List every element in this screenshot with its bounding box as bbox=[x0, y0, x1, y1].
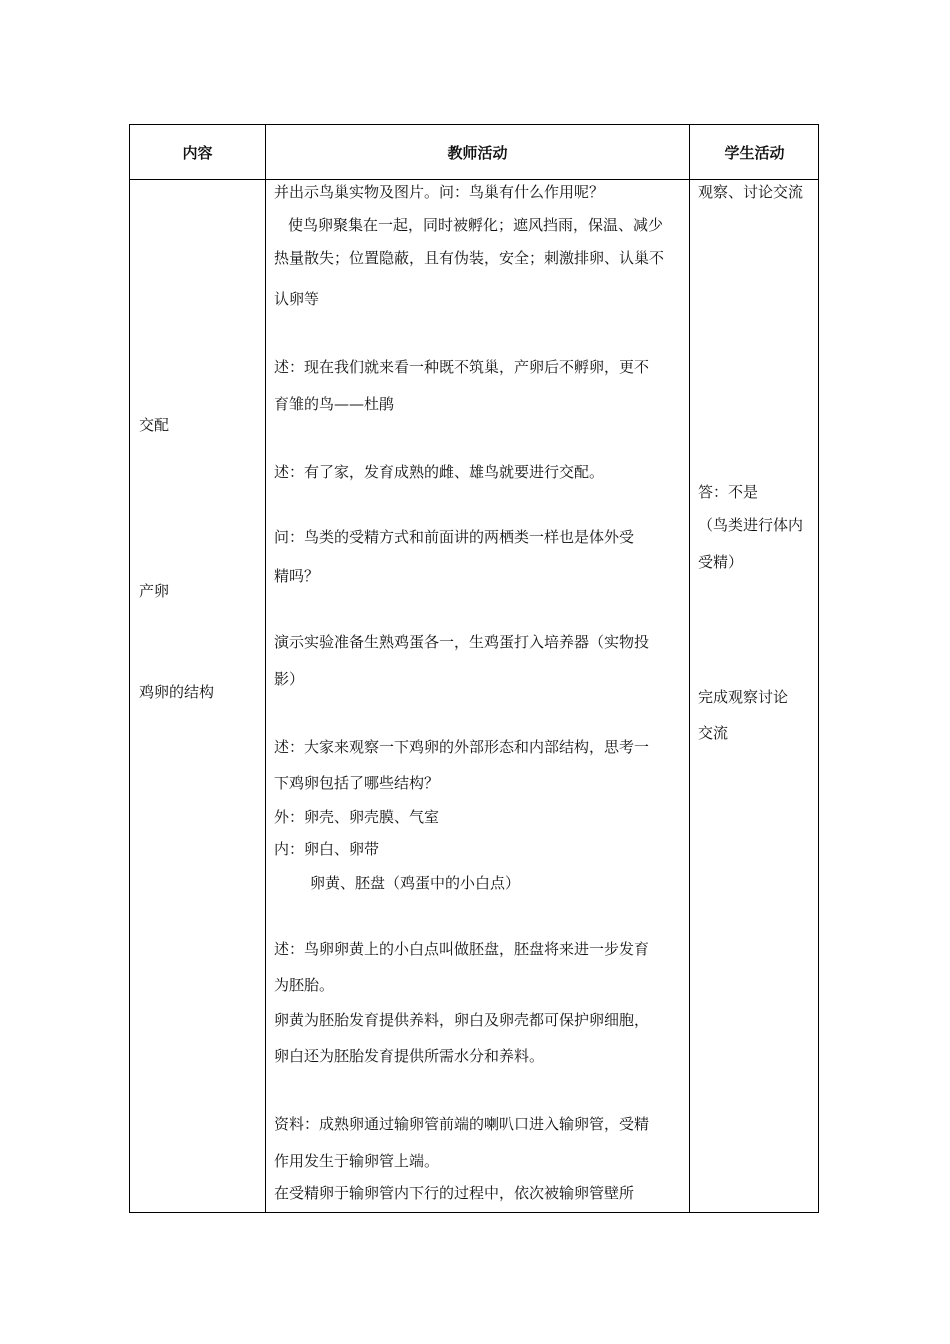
teacher-line: 外：卵壳、卵壳膜、气室 bbox=[274, 808, 440, 826]
column-divider-1 bbox=[265, 125, 266, 1212]
teacher-line: 作用发生于输卵管上端。 bbox=[274, 1152, 440, 1170]
teacher-line: 认卵等 bbox=[274, 290, 320, 308]
teacher-line: 述：现在我们就来看一种既不筑巢，产卵后不孵卵，更不 bbox=[274, 358, 650, 376]
student-line: 答：不是 bbox=[698, 483, 759, 501]
content-item-laying: 产卵 bbox=[139, 582, 170, 600]
header-divider bbox=[130, 179, 818, 180]
content-item-mating: 交配 bbox=[139, 416, 170, 434]
student-line: 交流 bbox=[698, 724, 729, 742]
teacher-line: 述：鸟卵卵黄上的小白点叫做胚盘，胚盘将来进一步发育 bbox=[274, 940, 650, 958]
teacher-line: 卵黄、胚盘（鸡蛋中的小白点） bbox=[310, 874, 521, 892]
teacher-line: 述：有了家，发育成熟的雌、雄鸟就要进行交配。 bbox=[274, 463, 605, 481]
teacher-line: 下鸡卵包括了哪些结构？ bbox=[274, 774, 440, 792]
header-student-activity: 学生活动 bbox=[724, 143, 785, 162]
student-line: 受精） bbox=[698, 553, 744, 571]
teacher-line: 演示实验准备生熟鸡蛋各一，生鸡蛋打入培养器（实物投 bbox=[274, 633, 650, 651]
teacher-line: 在受精卵于输卵管内下行的过程中，依次被输卵管壁所 bbox=[274, 1184, 635, 1202]
teacher-line: 内：卵白、卵带 bbox=[274, 840, 380, 858]
teacher-line: 育雏的鸟——杜鹃 bbox=[274, 395, 395, 413]
teacher-line: 卵白还为胚胎发育提供所需水分和养料。 bbox=[274, 1047, 545, 1065]
header-content: 内容 bbox=[182, 143, 213, 162]
student-line: 观察、讨论交流 bbox=[698, 183, 804, 201]
teacher-line: 为胚胎。 bbox=[274, 976, 335, 994]
column-divider-2 bbox=[689, 125, 690, 1212]
teacher-line: 影） bbox=[274, 670, 305, 688]
teacher-line: 使鸟卵聚集在一起，同时被孵化；遮风挡雨，保温、减少 bbox=[288, 216, 664, 234]
lesson-table bbox=[129, 124, 819, 1213]
student-line: （鸟类进行体内 bbox=[698, 516, 804, 534]
header-teacher-activity: 教师活动 bbox=[447, 143, 508, 162]
teacher-line: 并出示鸟巢实物及图片。问：鸟巢有什么作用呢？ bbox=[274, 183, 605, 201]
teacher-line: 资料：成熟卵通过输卵管前端的喇叭口进入输卵管，受精 bbox=[274, 1115, 650, 1133]
student-line: 完成观察讨论 bbox=[698, 688, 789, 706]
teacher-line: 精吗？ bbox=[274, 567, 320, 585]
teacher-line: 述：大家来观察一下鸡卵的外部形态和内部结构，思考一 bbox=[274, 738, 650, 756]
teacher-line: 问：鸟类的受精方式和前面讲的两栖类一样也是体外受 bbox=[274, 528, 635, 546]
content-item-egg-structure: 鸡卵的结构 bbox=[139, 683, 215, 701]
teacher-line: 卵黄为胚胎发育提供养料，卵白及卵壳都可保护卵细胞， bbox=[274, 1011, 650, 1029]
teacher-line: 热量散失；位置隐蔽，且有伪装，安全；刺激排卵、认巢不 bbox=[274, 249, 665, 267]
